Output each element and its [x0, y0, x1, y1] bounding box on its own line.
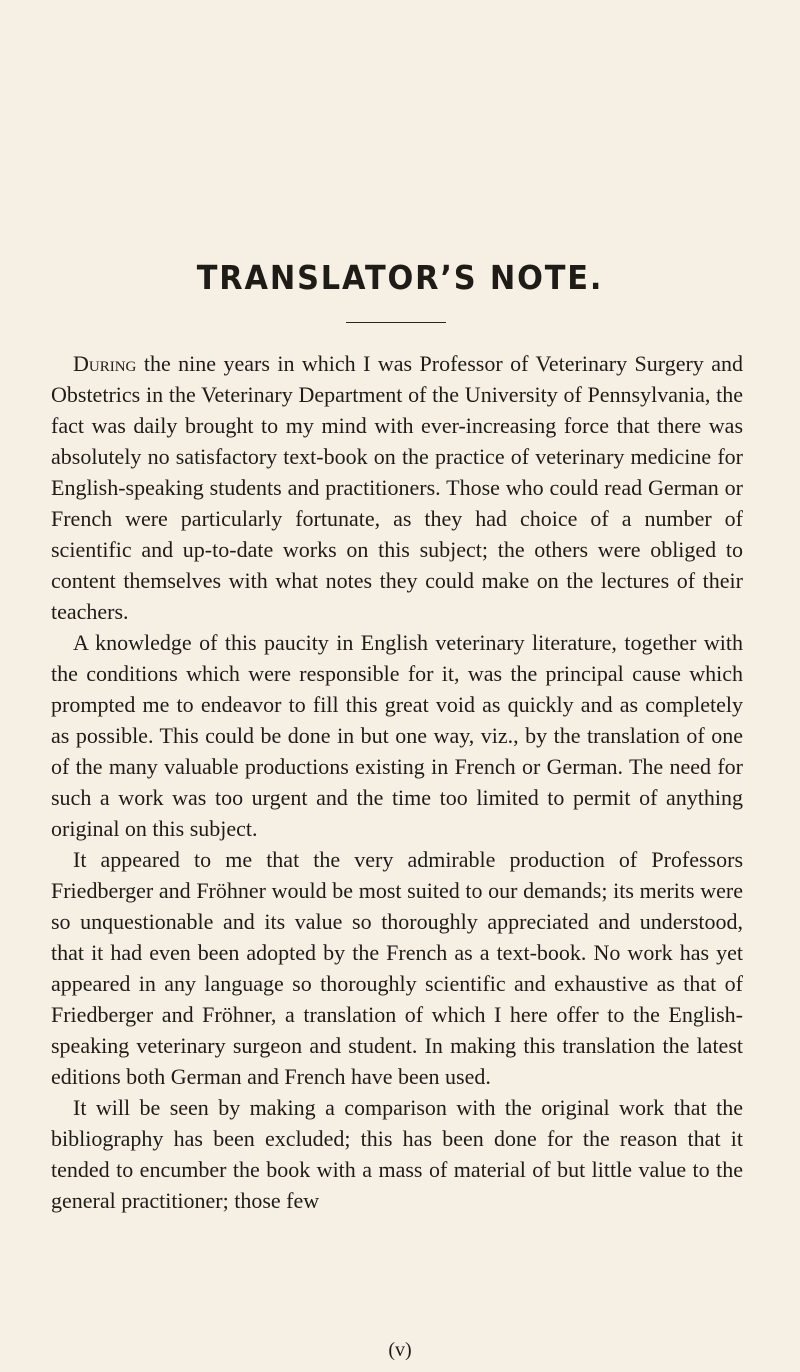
paragraph-1 [51, 348, 743, 627]
paragraph-2: A knowledge of this paucity in English veterinary literature, together with the conditions which were responsible for it, was the principal cause which prompted me to endeavor to fill this great void as quickly and as completely as possible. This could be done in but one way, viz., by the translation of one of the many valuable productions existing in French or German. The need for such a work was too urgent and the time too limited to permit of anything original on this subject. [51, 630, 743, 841]
paragraph-4: It will be seen by making a comparison with the original work that the bibliography has been excluded; this has been done for the reason that it tended to encumber the book with a mass of material of but little value to the general practitioner; those few [51, 1095, 743, 1213]
drop-word: During [73, 351, 137, 376]
title-divider [346, 322, 446, 323]
paragraph-1-text: the nine years in which I was Professor of Veterinary Surgery and Obstetrics in the Veterinary Department of the University of Pennsylvania, the fact was daily brought to my mind with ever-increasing force that there was absolutely no satisfactory text-book on the practice of veterinary medicine for English-speaking students and practitioners. Those who could read German or French were particularly fortunate, as they had choice of a number of scientific and up-to-date works on this subject; the others were obliged to content themselves with what notes they could make on the lectures of their teachers. [51, 351, 743, 624]
note-body [51, 348, 743, 1216]
paragraph-3: It appeared to me that the very admirable production of Professors Friedberger and Fröhner would be most suited to our demands; its merits were so unquestionable and its value so thoroughly appreciated and understood, that it had even been adopted by the French as a text-book. No work has yet appeared in any language so thoroughly scientific and exhaustive as that of Friedberger and Fröhner, a translation of which I here offer to the English-speaking veterinary surgeon and student. In making this translation the latest editions both German and French have been used. [51, 847, 743, 1089]
page-number: (v) [388, 1339, 412, 1361]
page-title: TRANSLATOR’S NOTE. [196, 258, 604, 297]
